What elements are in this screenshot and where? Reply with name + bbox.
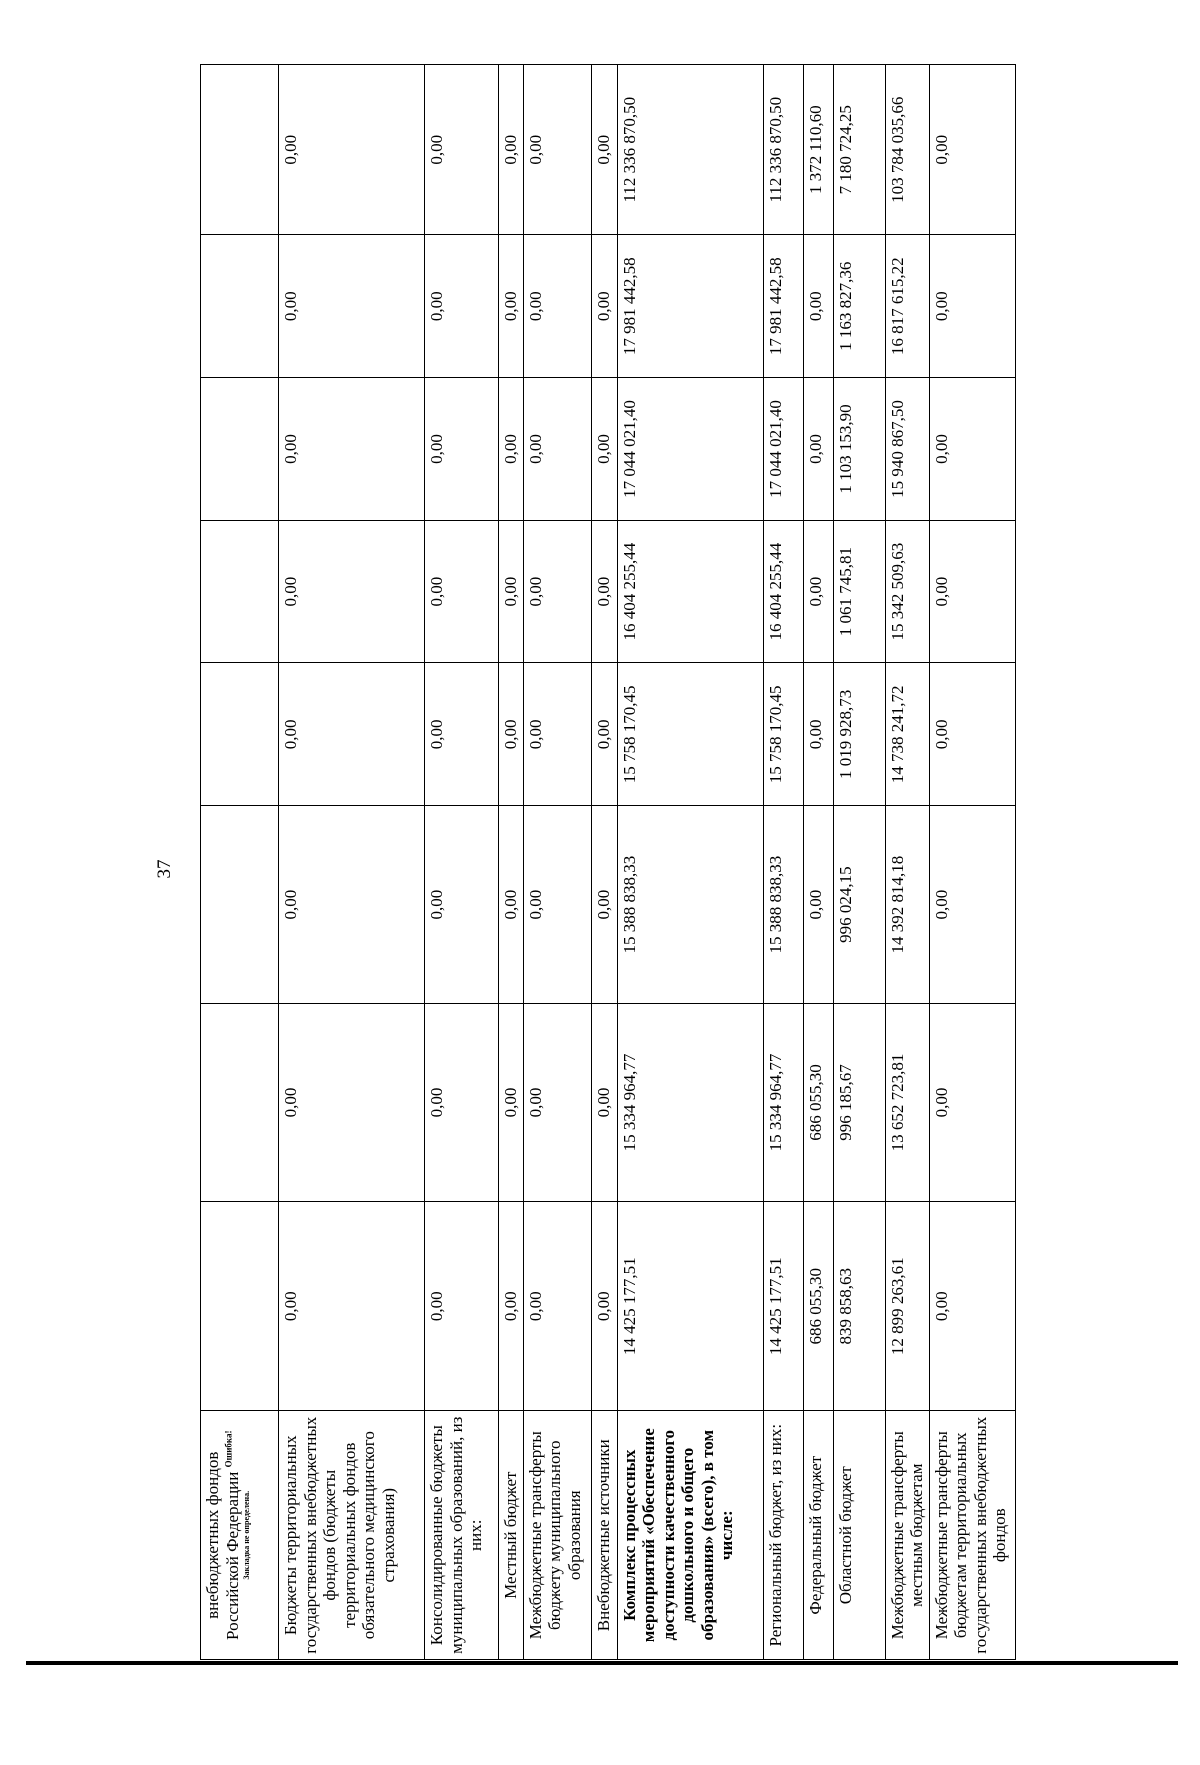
row-label: Областной бюджет [833, 1411, 885, 1660]
cell-value: 15 334 964,77 [763, 1004, 803, 1202]
cell-value: 0,00 [499, 378, 524, 521]
cell-value: 0,00 [803, 520, 833, 663]
cell-value: 0,00 [425, 806, 499, 1004]
cell-value: 0,00 [591, 1202, 617, 1411]
cell-value: 0,00 [591, 806, 617, 1004]
cell-value: 0,00 [425, 1202, 499, 1411]
cell-value: 15 342 509,63 [885, 520, 929, 663]
table-row [803, 65, 833, 1660]
cell-value: 17 044 021,40 [617, 378, 763, 521]
cell-value: 0,00 [523, 663, 591, 806]
cell-value: 15 940 867,50 [885, 378, 929, 521]
cell-value: 0,00 [499, 65, 524, 235]
cell-value: 0,00 [499, 235, 524, 378]
cell-value: 0,00 [425, 65, 499, 235]
cell-value: 0,00 [591, 378, 617, 521]
row-label: Комплекс процессных мероприятий «Обеспечение доступности качественного дошкольного и общего образования» (всего), в том числе: [617, 1411, 763, 1660]
cell-value: 839 858,63 [833, 1202, 885, 1411]
cell-value: 0,00 [279, 65, 425, 235]
cell-value: 103 784 035,66 [885, 65, 929, 235]
cell-value: 0,00 [929, 235, 1015, 378]
cell-value: 15 758 170,45 [763, 663, 803, 806]
budget-table-frame [200, 64, 1010, 1660]
cell-value: 996 185,67 [833, 1004, 885, 1202]
row-label: Консолидированные бюджеты муниципальных образований, из них: [425, 1411, 499, 1660]
cell-value: 0,00 [803, 663, 833, 806]
bottom-divider [26, 1661, 1178, 1665]
cell-value: 0,00 [803, 806, 833, 1004]
cell-value: 0,00 [279, 235, 425, 378]
cell-value: 14 738 241,72 [885, 663, 929, 806]
table-row [499, 65, 524, 1660]
cell-value: 0,00 [591, 663, 617, 806]
cell-value: 17 981 442,58 [617, 235, 763, 378]
cell-value: 1 061 745,81 [833, 520, 885, 663]
row-label: Межбюджетные трансферты бюджету муниципального образования [523, 1411, 591, 1660]
cell-value: 686 055,30 [803, 1202, 833, 1411]
cell-value: 0,00 [523, 806, 591, 1004]
row-label: Внебюджетные источники [591, 1411, 617, 1660]
cell-value: 0,00 [279, 378, 425, 521]
cell-value: 0,00 [499, 1202, 524, 1411]
cell-value: 0,00 [591, 65, 617, 235]
cell-value: 0,00 [929, 520, 1015, 663]
table-row [833, 65, 885, 1660]
cell-value: 1 019 928,73 [833, 663, 885, 806]
cell-value: 686 055,30 [803, 1004, 833, 1202]
cell-value: 0,00 [499, 806, 524, 1004]
budget-table [200, 64, 1016, 1660]
row-label: внебюджетных фондов Российской Федерации $^{Ошибка!}$ Закладка не определена. [201, 1411, 279, 1660]
cell-value: 0,00 [425, 1004, 499, 1202]
cell-value: 16 404 255,44 [763, 520, 803, 663]
cell-value: 7 180 724,25 [833, 65, 885, 235]
cell-value: 1 163 827,36 [833, 235, 885, 378]
cell-value: 12 899 263,61 [885, 1202, 929, 1411]
cell-value: 0,00 [499, 663, 524, 806]
cell-value: 0,00 [803, 378, 833, 521]
cell-value: 0,00 [279, 663, 425, 806]
cell-value: 0,00 [523, 235, 591, 378]
row-label: Федеральный бюджет [803, 1411, 833, 1660]
cell-value: 16 817 615,22 [885, 235, 929, 378]
cell-value: 0,00 [929, 806, 1015, 1004]
cell-value: 0,00 [803, 235, 833, 378]
cell-value: 0,00 [591, 235, 617, 378]
cell-value: 16 404 255,44 [617, 520, 763, 663]
cell-value: 0,00 [279, 520, 425, 663]
cell-value: 1 372 110,60 [803, 65, 833, 235]
cell-value: 0,00 [523, 1004, 591, 1202]
cell-value: 0,00 [929, 1004, 1015, 1202]
cell-value: 0,00 [523, 1202, 591, 1411]
cell-value: 14 392 814,18 [885, 806, 929, 1004]
table-row [885, 65, 929, 1660]
cell-value: 0,00 [279, 1202, 425, 1411]
row-label: Межбюджетные трансферты местным бюджетам [885, 1411, 929, 1660]
cell-value: 14 425 177,51 [763, 1202, 803, 1411]
cell-value: 0,00 [929, 1202, 1015, 1411]
cell-value: 112 336 870,50 [763, 65, 803, 235]
cell-value: 0,00 [523, 65, 591, 235]
cell-value: 0,00 [425, 235, 499, 378]
row-label: Бюджеты территориальных государственных внебюджетных фондов (бюджеты территориальных фондов обязательного медицинского страхования) [279, 1411, 425, 1660]
cell-value: 0,00 [929, 65, 1015, 235]
cell-value: 13 652 723,81 [885, 1004, 929, 1202]
cell-value: 1 103 153,90 [833, 378, 885, 521]
cell-value: 996 024,15 [833, 806, 885, 1004]
cell-value: 112 336 870,50 [617, 65, 763, 235]
table-row [763, 65, 803, 1660]
cell-value: 0,00 [499, 1004, 524, 1202]
cell-value: 0,00 [279, 806, 425, 1004]
cell-value: 17 981 442,58 [763, 235, 803, 378]
cell-value: 0,00 [929, 663, 1015, 806]
cell-value: 0,00 [499, 520, 524, 663]
row-label: Региональный бюджет, из них: [763, 1411, 803, 1660]
table-row [617, 65, 763, 1660]
cell-value: 15 388 838,33 [763, 806, 803, 1004]
table-row [523, 65, 591, 1660]
row-label: Межбюджетные трансферты бюджетам территориальных государственных внебюджетных фондов [929, 1411, 1015, 1660]
cell-value: 0,00 [279, 1004, 425, 1202]
cell-value: 0,00 [425, 663, 499, 806]
cell-value: 0,00 [425, 520, 499, 663]
cell-value: 0,00 [523, 378, 591, 521]
page-number: 37 [154, 859, 175, 879]
cell-value: 15 758 170,45 [617, 663, 763, 806]
cell-value: 0,00 [425, 378, 499, 521]
table-row [201, 65, 279, 1660]
cell-value: 14 425 177,51 [617, 1202, 763, 1411]
table-row [929, 65, 1015, 1660]
cell-value: 0,00 [591, 1004, 617, 1202]
cell-value: 0,00 [929, 378, 1015, 521]
cell-value: 0,00 [523, 520, 591, 663]
table-row [425, 65, 499, 1660]
cell-value: 0,00 [591, 520, 617, 663]
cell-value: 17 044 021,40 [763, 378, 803, 521]
cell-value: 15 334 964,77 [617, 1004, 763, 1202]
cell-value: 15 388 838,33 [617, 806, 763, 1004]
table-row [591, 65, 617, 1660]
table-row [279, 65, 425, 1660]
row-label: Местный бюджет [499, 1411, 524, 1660]
